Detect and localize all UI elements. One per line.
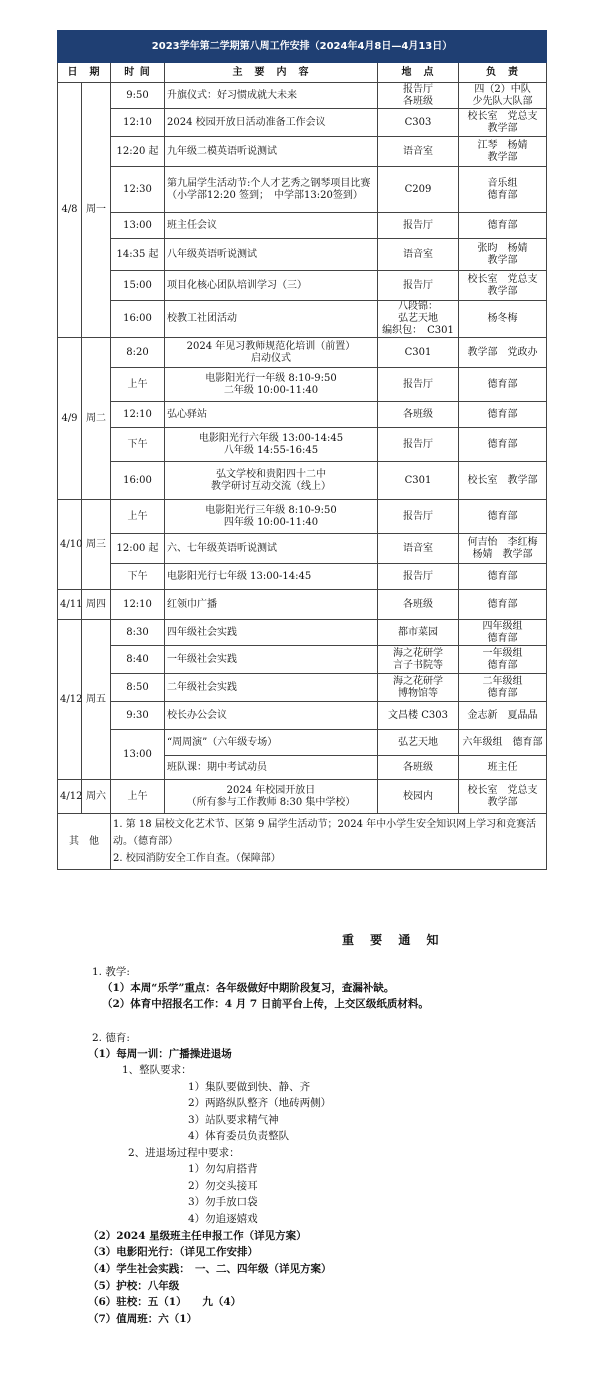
schedule-body xyxy=(58,83,547,814)
row-responsible: 德育部 xyxy=(459,368,547,402)
schedule-row xyxy=(58,646,547,674)
notice-line: （4）学生社会实践： 一、二、四年级（详见方案） xyxy=(88,1263,332,1275)
row-responsible: 德育部 xyxy=(459,564,547,590)
day-date: 4/9 xyxy=(58,338,82,500)
notice-line: 2. 德育: xyxy=(92,1032,130,1044)
notice-line: （6）驻校：五（1） 九（4） xyxy=(88,1296,242,1308)
row-time: 下午 xyxy=(111,428,165,462)
notice-line: （7）值周班：六（1） xyxy=(88,1313,198,1325)
row-responsible: 四年级组 德育部 xyxy=(459,620,547,646)
day-date: 4/8 xyxy=(58,83,82,338)
row-time: 8:50 xyxy=(111,674,165,702)
day-weekday: 周六 xyxy=(82,780,111,814)
notice-line: （2）体育中招报名工作：4 月 7 日前平台上传，上交区级纸质材料。 xyxy=(102,998,429,1010)
row-place: C303 xyxy=(378,109,459,137)
row-content: 弘文学校和贵阳四十二中 教学研讨互动交流（线上） xyxy=(165,462,378,500)
header-content: 主 要 内 容 xyxy=(165,63,378,83)
header-date: 日 期 xyxy=(58,63,111,83)
row-content: 红领巾广播 xyxy=(165,590,378,620)
schedule-row xyxy=(58,213,547,239)
schedule-row xyxy=(58,83,547,109)
row-content: 一年级社会实践 xyxy=(165,646,378,674)
row-place: 报告厅 各班级 xyxy=(378,83,459,109)
row-place: 校园内 xyxy=(378,780,459,814)
row-time: 12:10 xyxy=(111,109,165,137)
row-place: 报告厅 xyxy=(378,500,459,534)
row-responsible: 校长室 党总支 教学部 xyxy=(459,271,547,301)
row-responsible: 一年级组 德育部 xyxy=(459,646,547,674)
row-place: 海之花研学 博物馆等 xyxy=(378,674,459,702)
row-content: 班队课：期中考试动员 xyxy=(165,756,378,780)
row-content: 电影阳光行七年级 13:00-14:45 xyxy=(165,564,378,590)
schedule-row xyxy=(58,402,547,428)
schedule-row xyxy=(58,500,547,534)
row-content: 电影阳光行一年级 8:10-9:50 二年级 10:00-11:40 xyxy=(165,368,378,402)
row-responsible: 教学部 党政办 xyxy=(459,338,547,368)
row-time: 12:10 xyxy=(111,590,165,620)
row-time: 9:50 xyxy=(111,83,165,109)
row-place: 报告厅 xyxy=(378,368,459,402)
schedule-row xyxy=(58,239,547,271)
row-place: 弘艺天地 xyxy=(378,730,459,756)
notice-line: 4）体育委员负责整队 xyxy=(188,1130,290,1142)
row-content: 2024 年见习教师规范化培训（前置） 启动仪式 xyxy=(165,338,378,368)
schedule-row xyxy=(58,167,547,213)
schedule-row xyxy=(58,301,547,338)
notice-line: 4）勿追逐嬉戏 xyxy=(188,1213,258,1225)
row-responsible: 张昀 杨婧 教学部 xyxy=(459,239,547,271)
row-place: 八段锦： 弘艺天地 编织包： C301 xyxy=(378,301,459,338)
row-content: 第九届学生活动节:个人才艺秀之钢琴项目比赛（小学部12:20 签到； 中学部13:20签到） xyxy=(165,167,378,213)
notice-line: （3）电影阳光行：（详见工作安排） xyxy=(88,1246,259,1258)
row-time: 8:30 xyxy=(111,620,165,646)
notice-line: （1）每周一训：广播操进退场 xyxy=(88,1048,232,1060)
row-place: 语音室 xyxy=(378,534,459,564)
row-content: 校长办公会议 xyxy=(165,702,378,730)
schedule-row xyxy=(58,462,547,500)
row-time: 下午 xyxy=(111,564,165,590)
row-time: 15:00 xyxy=(111,271,165,301)
notice-line: 1、整队要求： xyxy=(122,1064,192,1076)
schedule-row xyxy=(58,338,547,368)
day-date: 4/11 xyxy=(58,590,82,620)
row-responsible: 德育部 xyxy=(459,590,547,620)
row-place: 海之花研学 言子书院等 xyxy=(378,646,459,674)
notice-line: 1）勿勾肩搭背 xyxy=(188,1163,258,1175)
row-responsible: 德育部 xyxy=(459,428,547,462)
row-place: 都市菜园 xyxy=(378,620,459,646)
schedule-row xyxy=(58,702,547,730)
day-date: 4/12 xyxy=(58,780,82,814)
schedule-table xyxy=(57,30,547,870)
row-responsible: 杨冬梅 xyxy=(459,301,547,338)
row-time: 12:30 xyxy=(111,167,165,213)
notice-line: 3）站队要求精气神 xyxy=(188,1114,279,1126)
day-weekday: 周五 xyxy=(82,620,111,780)
day-weekday: 周二 xyxy=(82,338,111,500)
notice-line: 2、进退场过程中要求： xyxy=(128,1147,240,1159)
header-place: 地 点 xyxy=(378,63,459,83)
row-content: “周周演”（六年级专场） xyxy=(165,730,378,756)
row-responsible: 何吉怡 李红梅 杨婧 教学部 xyxy=(459,534,547,564)
row-time: 上午 xyxy=(111,780,165,814)
row-content: 2024 年校园开放日 （所有参与工作教师 8:30 集中学校） xyxy=(165,780,378,814)
day-weekday: 周一 xyxy=(82,83,111,338)
row-content: 六、七年级英语听说测试 xyxy=(165,534,378,564)
row-content: 升旗仪式：好习惯成就大未来 xyxy=(165,83,378,109)
row-time: 12:00 起 xyxy=(111,534,165,564)
row-place: 报告厅 xyxy=(378,564,459,590)
row-responsible: 金志新 夏晶晶 xyxy=(459,702,547,730)
row-responsible: 校长室 党总支 教学部 xyxy=(459,109,547,137)
schedule-row xyxy=(58,368,547,402)
day-weekday: 周三 xyxy=(82,500,111,590)
row-place: C209 xyxy=(378,167,459,213)
notice-line: 2）两路纵队整齐（地砖两侧） xyxy=(188,1097,332,1109)
notice-line: 3）勿手放口袋 xyxy=(188,1196,258,1208)
row-time: 上午 xyxy=(111,368,165,402)
row-time: 12:20 起 xyxy=(111,137,165,167)
row-responsible: 校长室 党总支 教学部 xyxy=(459,780,547,814)
schedule-row xyxy=(58,674,547,702)
notice-line: （5）护校：八年级 xyxy=(88,1280,180,1292)
row-place: 各班级 xyxy=(378,756,459,780)
notice-line: 1. 教学: xyxy=(92,966,130,978)
schedule-row xyxy=(58,590,547,620)
schedule-row xyxy=(58,730,547,756)
row-responsible: 江琴 杨婧 教学部 xyxy=(459,137,547,167)
row-place: C301 xyxy=(378,338,459,368)
row-place: 文昌楼 C303 xyxy=(378,702,459,730)
notice-line: （1）本周“乐学”重点：各年级做好中期阶段复习，查漏补缺。 xyxy=(102,982,395,994)
schedule-row xyxy=(58,534,547,564)
row-time: 8:40 xyxy=(111,646,165,674)
row-responsible: 德育部 xyxy=(459,402,547,428)
row-place: 各班级 xyxy=(378,590,459,620)
row-responsible: 四（2）中队 少先队大队部 xyxy=(459,83,547,109)
row-place: C301 xyxy=(378,462,459,500)
row-place: 各班级 xyxy=(378,402,459,428)
row-time: 8:20 xyxy=(111,338,165,368)
row-place: 报告厅 xyxy=(378,271,459,301)
row-responsible: 德育部 xyxy=(459,500,547,534)
row-responsible: 二年级组 德育部 xyxy=(459,674,547,702)
row-place: 报告厅 xyxy=(378,428,459,462)
row-place: 报告厅 xyxy=(378,213,459,239)
notice-heading: 重 要 通 知 xyxy=(342,933,445,947)
row-content: 校教工社团活动 xyxy=(165,301,378,338)
row-content: 项目化核心团队培训学习（三） xyxy=(165,271,378,301)
row-responsible: 班主任 xyxy=(459,756,547,780)
row-content: 二年级社会实践 xyxy=(165,674,378,702)
row-time: 16:00 xyxy=(111,462,165,500)
day-date: 4/10 xyxy=(58,500,82,590)
schedule-row xyxy=(58,620,547,646)
row-content: 电影阳光行三年级 8:10-9:50 四年级 10:00-11:40 xyxy=(165,500,378,534)
schedule-title: 2023学年第二学期第八周工作安排（2024年4月8日—4月13日） xyxy=(58,31,547,63)
row-content: 2024 校园开放日活动准备工作会议 xyxy=(165,109,378,137)
row-time: 16:00 xyxy=(111,301,165,338)
row-content: 四年级社会实践 xyxy=(165,620,378,646)
header-resp: 负 责 xyxy=(459,63,547,83)
row-place: 语音室 xyxy=(378,239,459,271)
other-label: 其 他 xyxy=(58,814,111,870)
schedule-row xyxy=(58,428,547,462)
row-responsible: 音乐组 德育部 xyxy=(459,167,547,213)
row-responsible: 德育部 xyxy=(459,213,547,239)
row-content: 电影阳光行六年级 13:00-14:45 八年级 14:55-16:45 xyxy=(165,428,378,462)
schedule-row xyxy=(58,137,547,167)
notice-line: 1）集队要做到快、静、齐 xyxy=(188,1081,311,1093)
row-time: 12:10 xyxy=(111,402,165,428)
row-content: 班主任会议 xyxy=(165,213,378,239)
header-time: 时 间 xyxy=(111,63,165,83)
schedule-row xyxy=(58,780,547,814)
row-time: 14:35 起 xyxy=(111,239,165,271)
row-content: 八年级英语听说测试 xyxy=(165,239,378,271)
notice-line: （2）2024 星级班主任申报工作（详见方案） xyxy=(88,1230,307,1242)
row-responsible: 六年级组 德育部 xyxy=(459,730,547,756)
day-date: 4/12 xyxy=(58,620,82,780)
day-weekday: 周四 xyxy=(82,590,111,620)
schedule-row xyxy=(58,271,547,301)
other-text: 1. 第 18 届校文化艺术节、区第 9 届学生活动节；2024 年中小学生安全知识网上学习和竞赛活动。（德育部） 2. 校园消防安全工作自查。（保障部） xyxy=(111,814,547,870)
row-responsible: 校长室 教学部 xyxy=(459,462,547,500)
schedule-row xyxy=(58,564,547,590)
row-time: 9:30 xyxy=(111,702,165,730)
row-content: 九年级二模英语听说测试 xyxy=(165,137,378,167)
row-time: 上午 xyxy=(111,500,165,534)
schedule-row xyxy=(58,109,547,137)
notice-line: 2）勿交头接耳 xyxy=(188,1180,258,1192)
row-place: 语音室 xyxy=(378,137,459,167)
row-content: 弘心驿站 xyxy=(165,402,378,428)
row-time: 13:00 xyxy=(111,213,165,239)
row-time: 13:00 xyxy=(111,730,165,780)
